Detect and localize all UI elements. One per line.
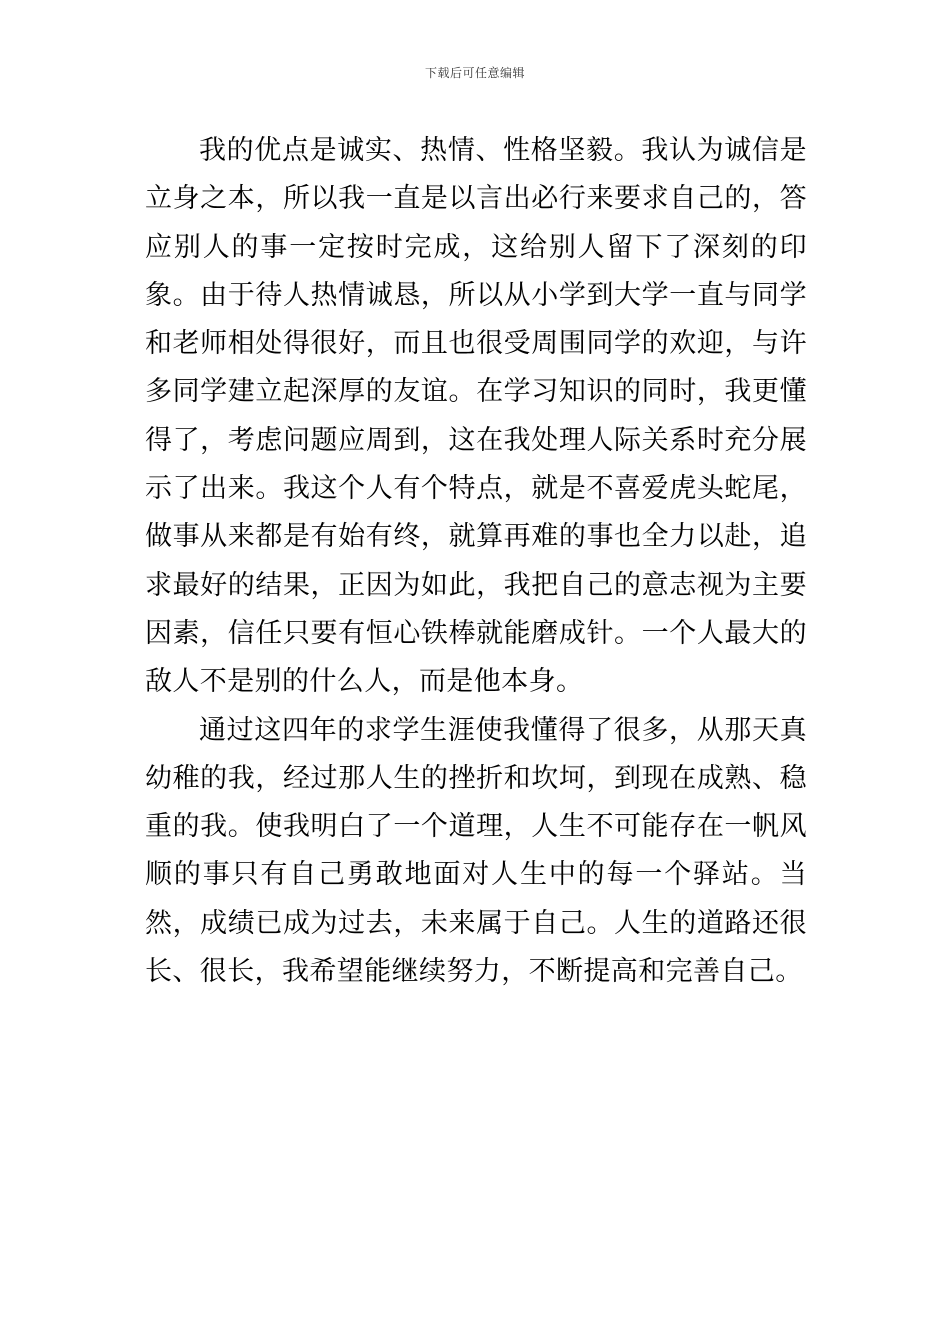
- paragraph-2: 通过这四年的求学生涯使我懂得了很多，从那天真幼稚的我，经过那人生的挫折和坎坷，到现在成熟、稳重的我。使我明白了一个道理，人生不可能存在一帆风顺的事只有自己勇敢地面对人生中的每一个驿站。当然，成绩已成为过去，未来属于自己。人生的道路还很长、很长，我希望能继续努力，不断提高和完善自己。: [145, 714, 807, 988]
- paragraph-1: 我的优点是诚实、热情、性格坚毅。我认为诚信是立身之本，所以我一直是以言出必行来要求自己的，答应别人的事一定按时完成，这给别人留下了深刻的印象。由于待人热情诚恳，所以从小学到大学一直与同学和老师相处得很好，而且也很受周围同学的欢迎，与许多同学建立起深厚的友谊。在学习知识的同时，我更懂得了，考虑问题应周到，这在我处理人际关系时充分展示了出来。我这个人有个特点，就是不喜爱虎头蛇尾，做事从来都是有始有终，就算再难的事也全力以赴，追求最好的结果，正因为如此，我把自己的意志视为主要因素，信任只要有恒心铁棒就能磨成针。一个人最大的敌人不是别的什么人，而是他本身。: [145, 135, 807, 698]
- document-body: [145, 127, 807, 996]
- header-note: 下载后可任意编辑: [424, 66, 525, 80]
